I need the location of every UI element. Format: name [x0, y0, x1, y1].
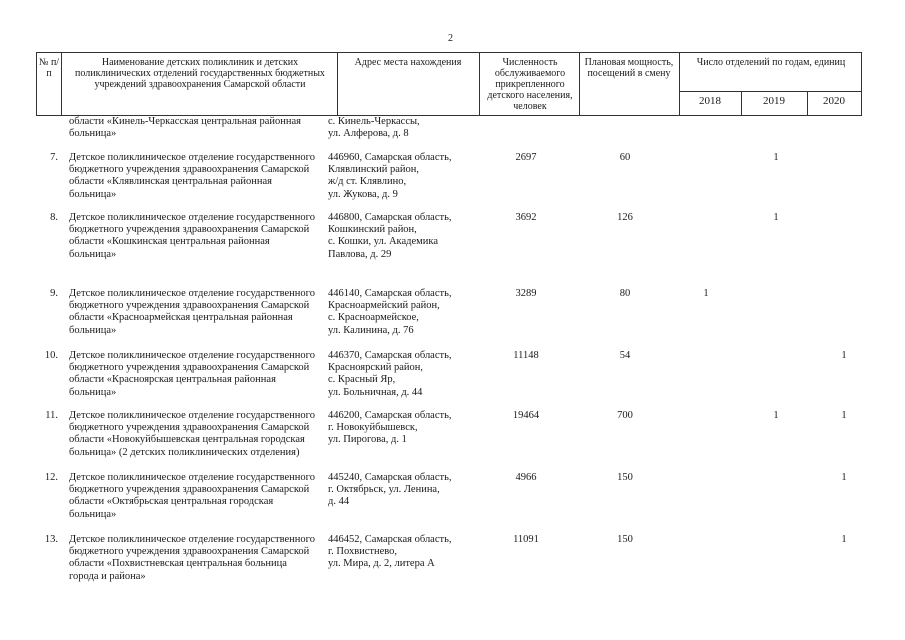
- institution-name: Детское поликлиническое отделение государственного бюджетного учреждения здравоохранения Самарской области «Похвистневская центральная больница города и района»: [69, 534, 315, 582]
- capacity-value: 126: [617, 212, 633, 223]
- institution-address: 445240, Самарская область, г. Октябрьск, ул. Ленина, д. 44: [328, 472, 452, 508]
- row-number: 12.: [44, 472, 58, 483]
- departments-2019: 1: [773, 212, 779, 223]
- row-number: 13.: [44, 534, 58, 545]
- departments-2019: 1: [773, 410, 779, 421]
- header-num: № п/п: [38, 57, 60, 79]
- institution-address: 446452, Самарская область, г. Похвистнево, ул. Мира, д. 2, литера А: [328, 534, 452, 570]
- population-value: 3692: [515, 212, 537, 223]
- population-value: 4966: [515, 472, 537, 483]
- institution-name: Детское поликлиническое отделение государственного бюджетного учреждения здравоохранения Самарской области «Кошкинская центральная районная больница»: [69, 212, 315, 260]
- population-value: 19464: [512, 410, 540, 421]
- header-population: Численность обслуживаемого прикрепленного детского населения, человек: [487, 57, 573, 112]
- departments-2020: 1: [841, 534, 847, 545]
- departments-2018: 1: [703, 288, 709, 299]
- capacity-value: 150: [617, 472, 633, 483]
- table-header: [36, 52, 862, 116]
- institution-name: Детское поликлиническое отделение государственного бюджетного учреждения здравоохранения Самарской области «Красноярская центральная районная больница»: [69, 350, 315, 398]
- row-number: 7.: [50, 152, 58, 163]
- capacity-value: 60: [619, 152, 631, 163]
- institution-name: области «Кинель-Черкасская центральная районная больница»: [69, 116, 302, 140]
- header-year-2020: 2020: [823, 95, 845, 107]
- departments-2019: 1: [773, 152, 779, 163]
- institution-name: Детское поликлиническое отделение государственного бюджетного учреждения здравоохранения Самарской области «Красноармейская центральная районная больница»: [69, 288, 315, 336]
- population-value: 2697: [515, 152, 537, 163]
- capacity-value: 150: [617, 534, 633, 545]
- institution-address: 446140, Самарская область, Красноармейский район, с. Красноармейское, ул. Калинина, д. 76: [328, 288, 452, 336]
- institution-name: Детское поликлиническое отделение государственного бюджетного учреждения здравоохранения Самарской области «Октябрьская центральная городская больница»: [69, 472, 315, 520]
- departments-2020: 1: [841, 410, 847, 421]
- header-name: Наименование детских поликлиник и детских поликлинических отделений государственных бюджетных учреждений здравоохранения Самарской области: [75, 57, 325, 90]
- departments-2020: 1: [841, 350, 847, 361]
- header-year-2018: 2018: [699, 95, 721, 107]
- population-value: 3289: [515, 288, 537, 299]
- row-number: 8.: [50, 212, 58, 223]
- institution-address: 446200, Самарская область, г. Новокуйбышевск, ул. Пирогова, д. 1: [328, 410, 452, 446]
- row-number: 11.: [45, 410, 58, 421]
- departments-2020: 1: [841, 472, 847, 483]
- header-year-2019: 2019: [763, 95, 785, 107]
- institution-address: с. Кинель-Черкассы, ул. Алферова, д. 8: [328, 116, 420, 140]
- institution-name: Детское поликлиническое отделение государственного бюджетного учреждения здравоохранения Самарской области «Клявлинская центральная районная больница»: [69, 152, 315, 200]
- capacity-value: 700: [617, 410, 633, 421]
- row-number: 9.: [50, 288, 58, 299]
- page-number: 2: [448, 33, 453, 44]
- capacity-value: 54: [619, 350, 631, 361]
- header-capacity: Плановая мощность, посещений в смену: [584, 57, 674, 79]
- institution-address: 446370, Самарская область, Красноярский район, с. Красный Яр, ул. Больничная, д. 44: [328, 350, 452, 398]
- institution-address: 446800, Самарская область, Кошкинский район, с. Кошки, ул. Академика Павлова, д. 29: [328, 212, 452, 260]
- population-value: 11091: [513, 534, 539, 545]
- population-value: 11148: [513, 350, 539, 361]
- institution-address: 446960, Самарская область, Клявлинский район, ж/д ст. Клявлино, ул. Жукова, д. 9: [328, 152, 452, 200]
- header-address: Адрес места нахождения: [354, 57, 462, 68]
- row-number: 10.: [44, 350, 58, 361]
- capacity-value: 80: [619, 288, 631, 299]
- header-departments: Число отделений по годам, единиц: [696, 57, 846, 68]
- institution-name: Детское поликлиническое отделение государственного бюджетного учреждения здравоохранения Самарской области «Новокуйбышевская центральная городская больница» (2 детских поликлинических отделения): [69, 410, 315, 458]
